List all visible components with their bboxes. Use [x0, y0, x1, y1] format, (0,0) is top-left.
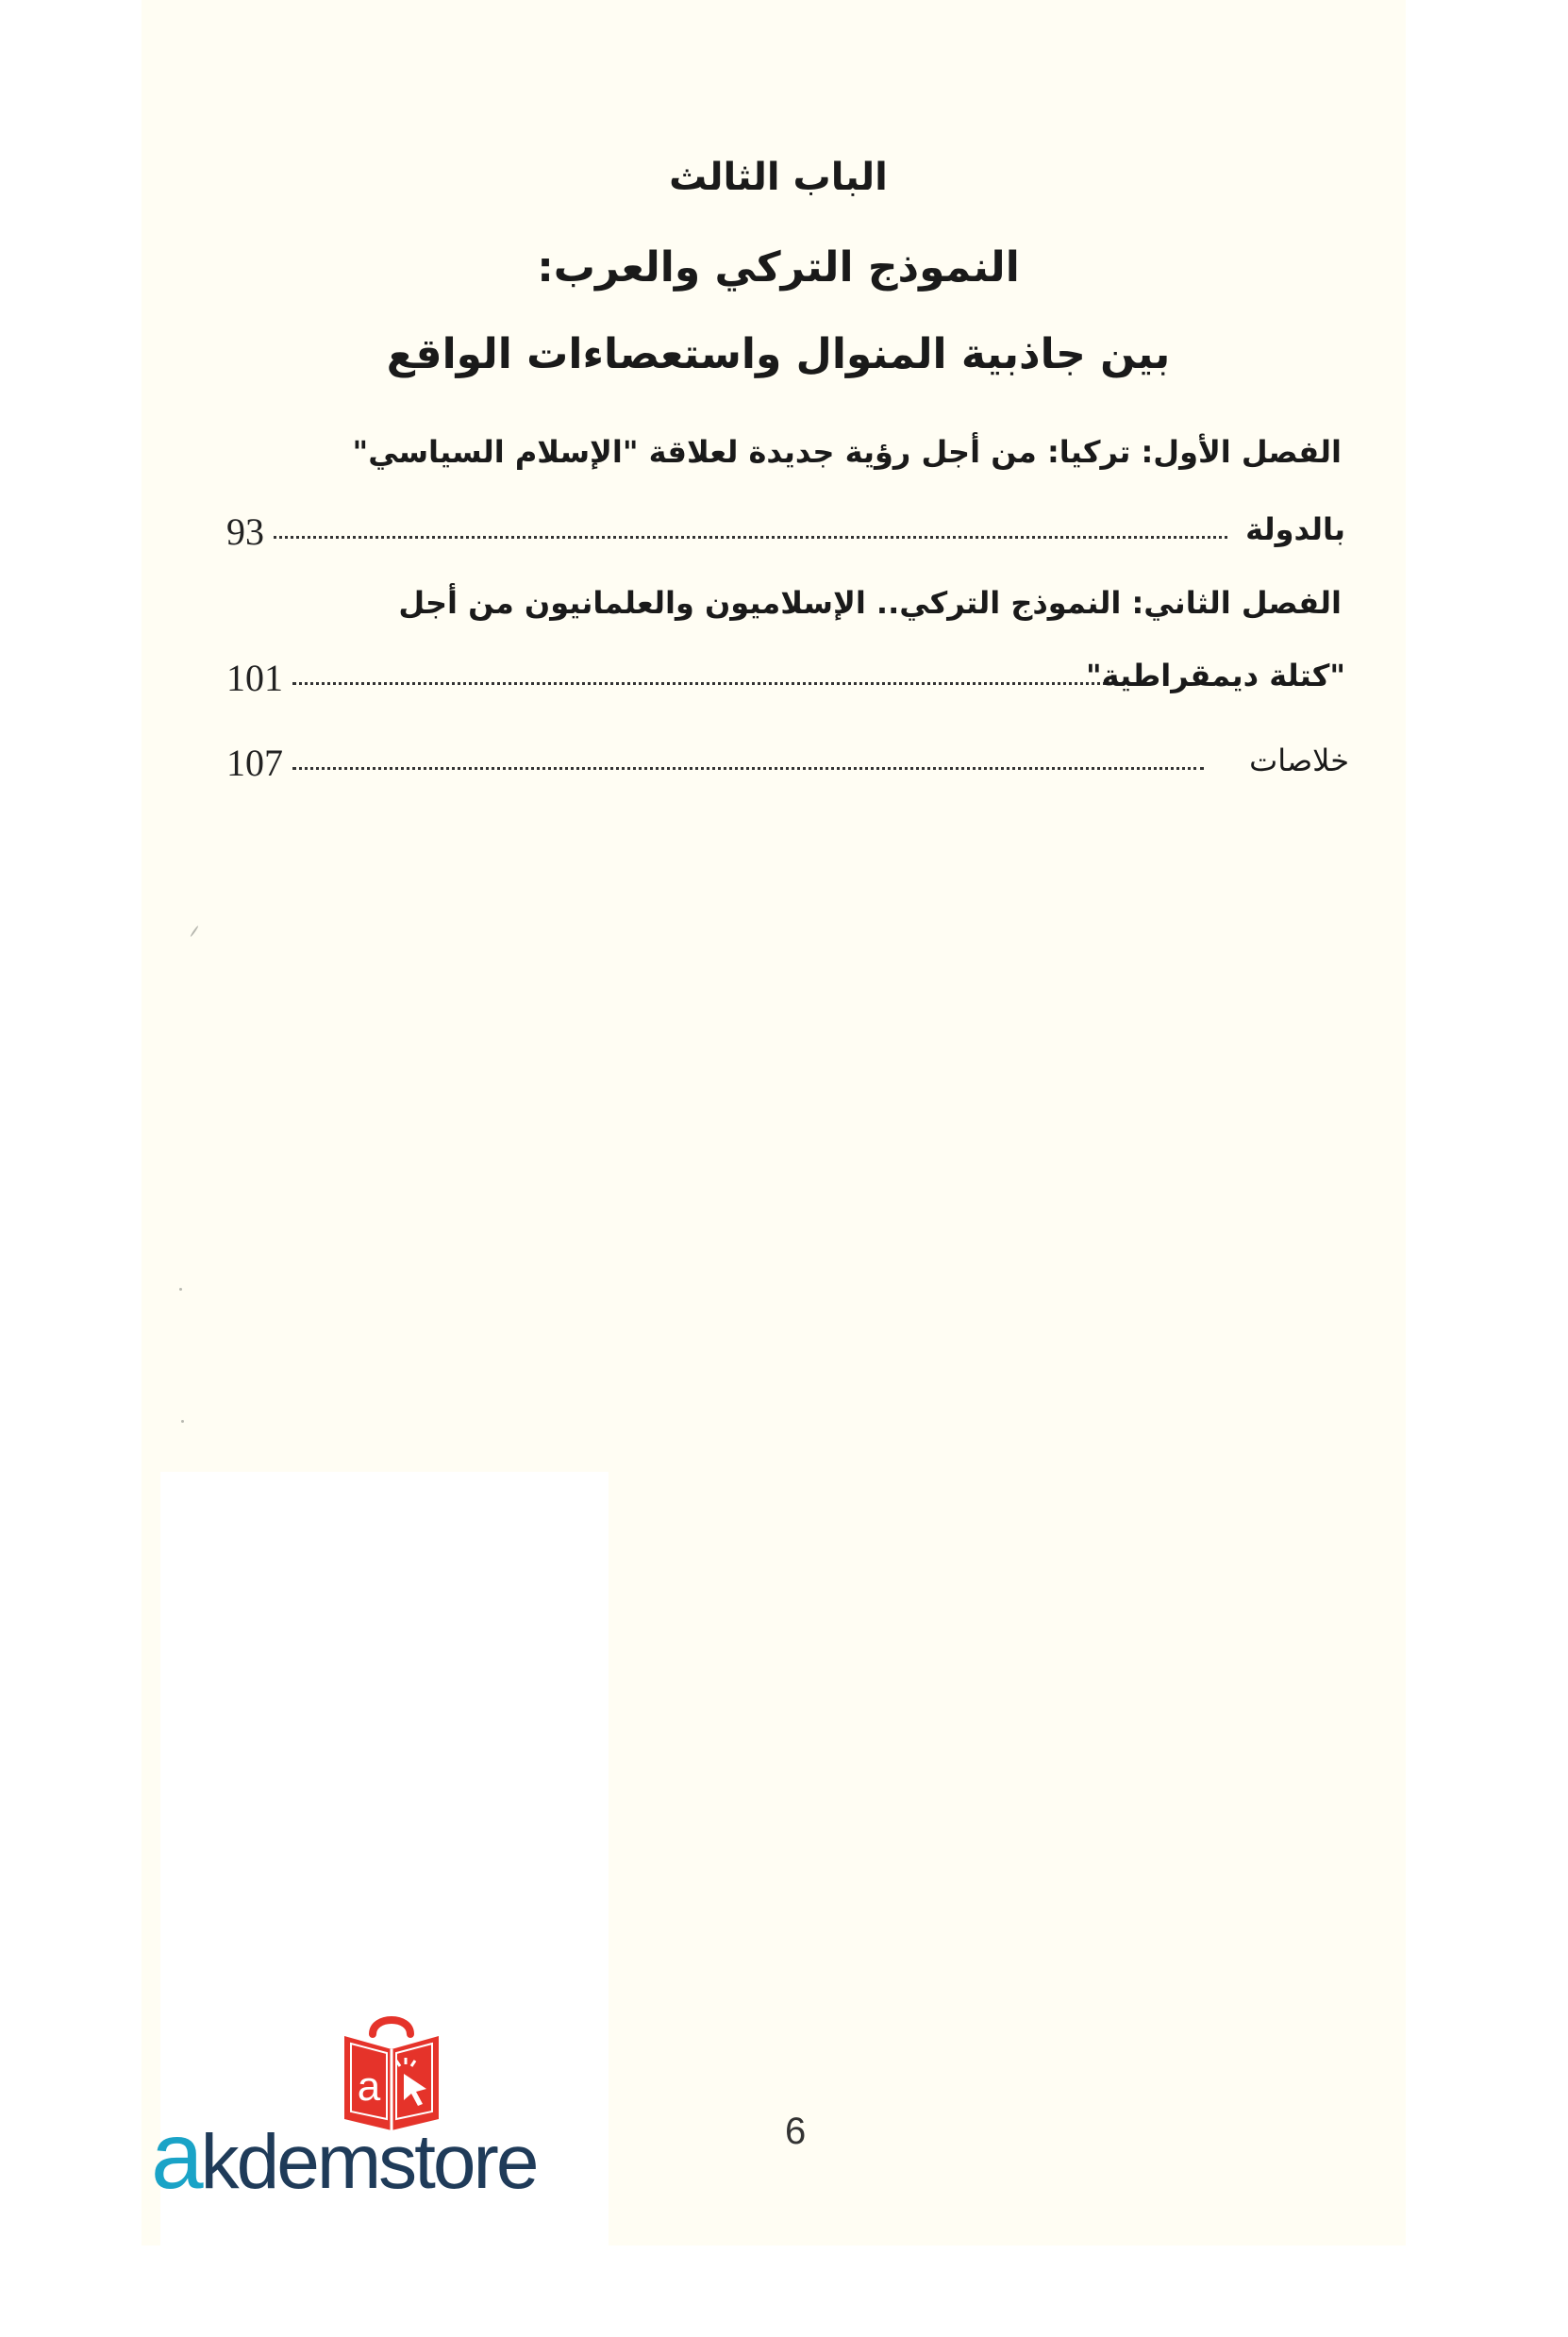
toc-entry-chapter1	[226, 509, 1345, 557]
logo-initial: a	[151, 2103, 201, 2209]
toc-chapter2-page-number: 101	[226, 657, 283, 699]
toc-conclusions-label: خلاصات	[1249, 743, 1349, 778]
toc-conclusions-page-number: 107	[226, 742, 283, 784]
toc-leader-dots	[292, 767, 1204, 770]
part-subtitle: بين جاذبية المنوال واستعصاءات الواقع	[386, 330, 1171, 378]
toc-chapter2-title: الفصل الثاني: النموذج التركي.. الإسلاميون والعلمانيون من أجل	[398, 585, 1342, 621]
part-heading: الباب الثالث	[669, 156, 888, 199]
toc-chapter1-page-number: 93	[226, 510, 264, 553]
page-number: 6	[785, 2111, 807, 2152]
badge-letter: a	[357, 2063, 381, 2110]
part-title: النموذج التركي والعرب:	[537, 243, 1020, 292]
akdemstore-logo	[151, 2102, 536, 2211]
toc-entry-chapter2	[226, 656, 1345, 703]
logo-wordmark: kdemstore	[200, 2119, 537, 2205]
scan-speck	[179, 1288, 182, 1291]
toc-leader-dots	[274, 536, 1227, 539]
toc-chapter1-title-continued: بالدولة	[1245, 511, 1345, 547]
toc-chapter1-title: الفصل الأول: تركيا: من أجل رؤية جديدة لعلاقة "الإسلام السياسي"	[352, 434, 1342, 470]
toc-leader-dots	[292, 682, 1119, 685]
toc-entry-conclusions	[226, 741, 1349, 788]
toc-chapter2-title-continued: "كتلة ديمقراطية"	[1085, 658, 1345, 693]
scan-speck	[181, 1420, 184, 1423]
